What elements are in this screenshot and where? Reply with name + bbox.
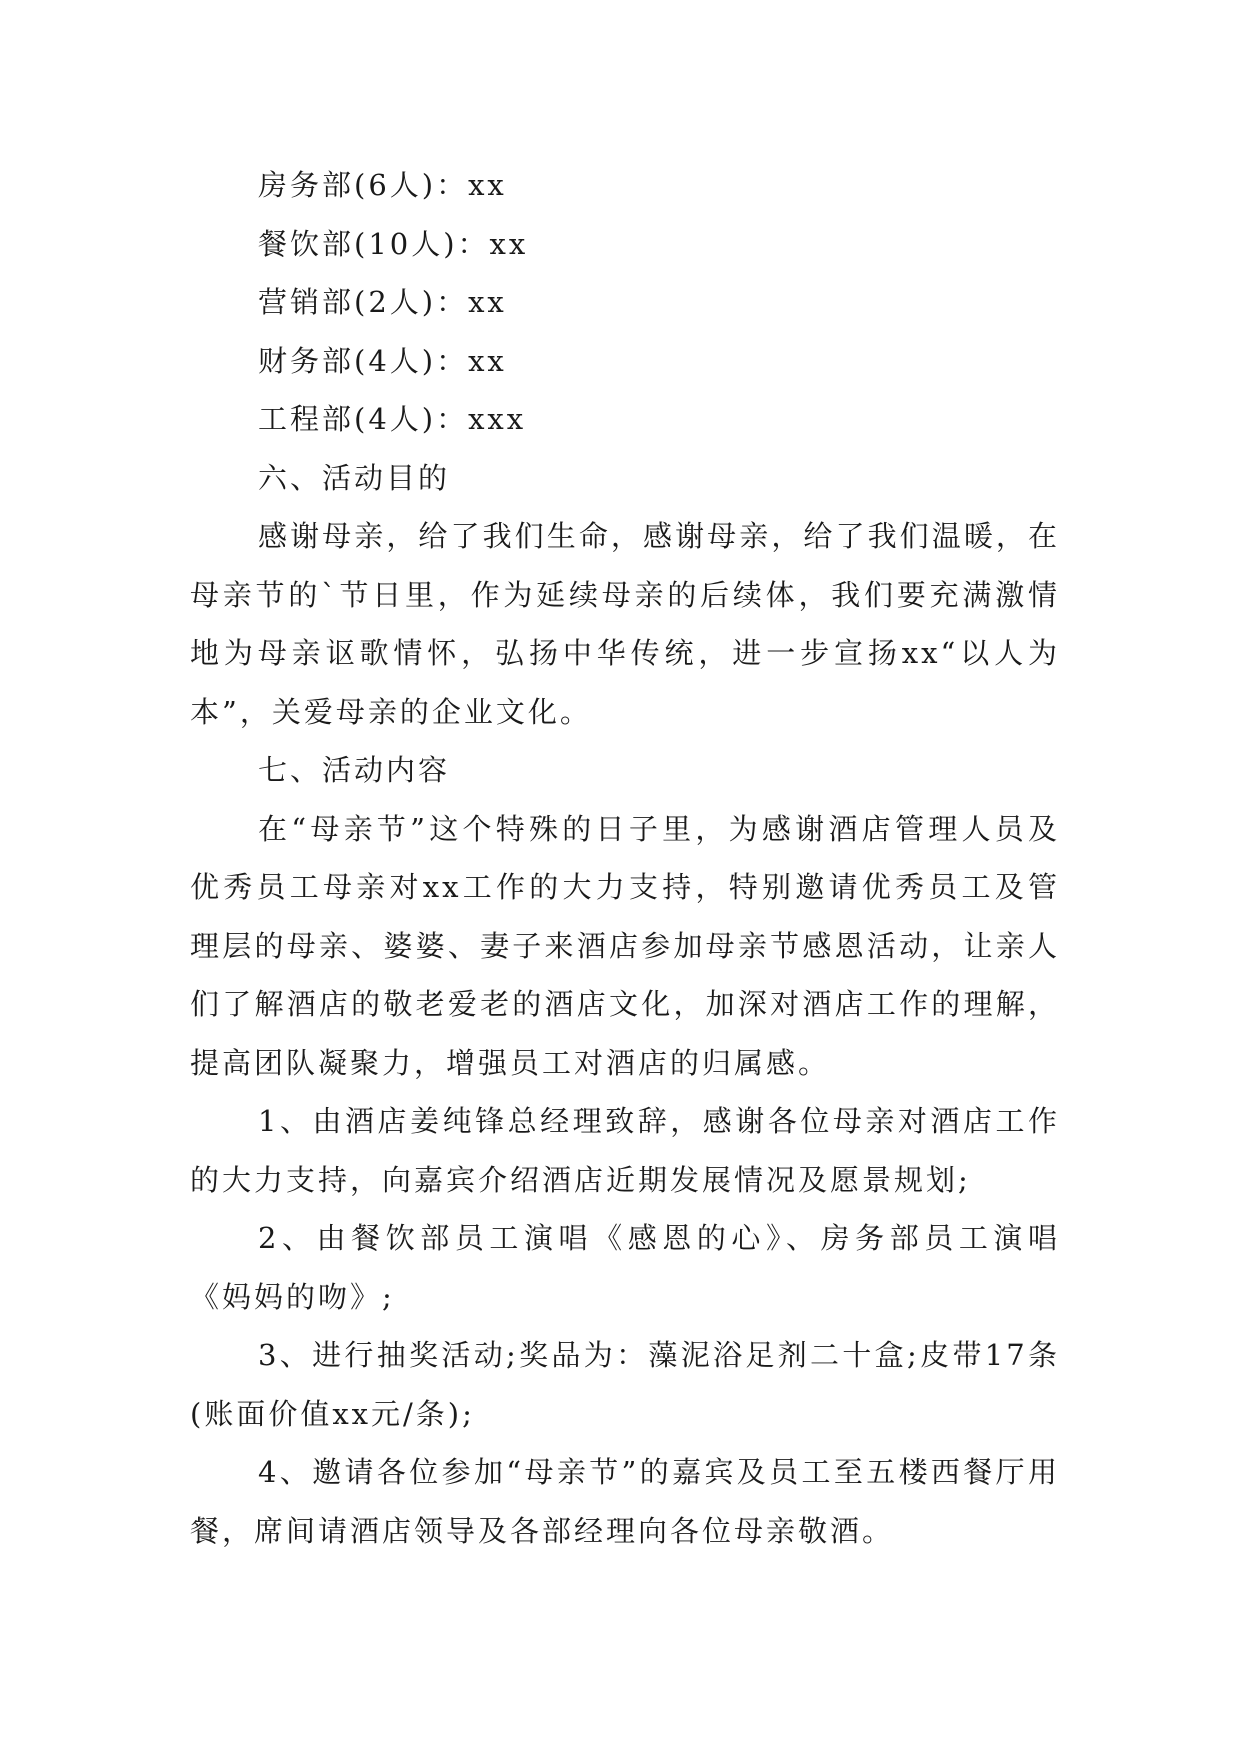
staff-line-engineering: 工程部(4人)：xxx	[258, 402, 527, 436]
section-heading-purpose: 六、活动目的	[258, 460, 451, 495]
activity-item-4: 4、邀请各位参加“母亲节”的嘉宾及员工至五楼西餐厅用餐，席间请酒店领导及各部经理向各位母亲敬酒。	[190, 1455, 1060, 1548]
staff-line-marketing: 营销部(2人)：xx	[258, 285, 507, 319]
activity-item-2: 2、由餐饮部员工演唱《感恩的心》、房务部员工演唱《妈妈的吻》;	[190, 1221, 1060, 1314]
activity-item-1: 1、由酒店姜纯锋总经理致辞，感谢各位母亲对酒店工作的大力支持，向嘉宾介绍酒店近期发展情况及愿景规划;	[190, 1104, 1060, 1197]
document-body	[190, 156, 1060, 1560]
section-heading-content: 七、活动内容	[258, 753, 451, 787]
activity-item-3: 3、进行抽奖活动;奖品为：藻泥浴足剂二十盒;皮带17条(账面价值xx元/条);	[190, 1338, 1060, 1431]
staff-line-finance: 财务部(4人)：xx	[258, 343, 507, 378]
content-paragraph: 在“母亲节”这个特殊的日子里，为感谢酒店管理人员及优秀员工母亲对xx工作的大力支持，特别邀请优秀员工及管理层的母亲、婆婆、妻子来酒店参加母亲节感恩活动，让亲人们了解酒店的敬老爱老的酒店文化，加深对酒店工作的理解，提高团队凝聚力，增强员工对酒店的归属感。	[190, 811, 1060, 1080]
purpose-paragraph: 感谢母亲，给了我们生命，感谢母亲，给了我们温暖，在母亲节的`节日里，作为延续母亲的后续体，我们要充满激情地为母亲讴歌情怀，弘扬中华传统，进一步宣扬xx“以人为本”，关爱母亲的企业文化。	[190, 519, 1060, 729]
staff-line-catering: 餐饮部(10人)：xx	[258, 226, 529, 261]
staff-line-housekeeping: 房务部(6人)：xx	[258, 168, 507, 202]
